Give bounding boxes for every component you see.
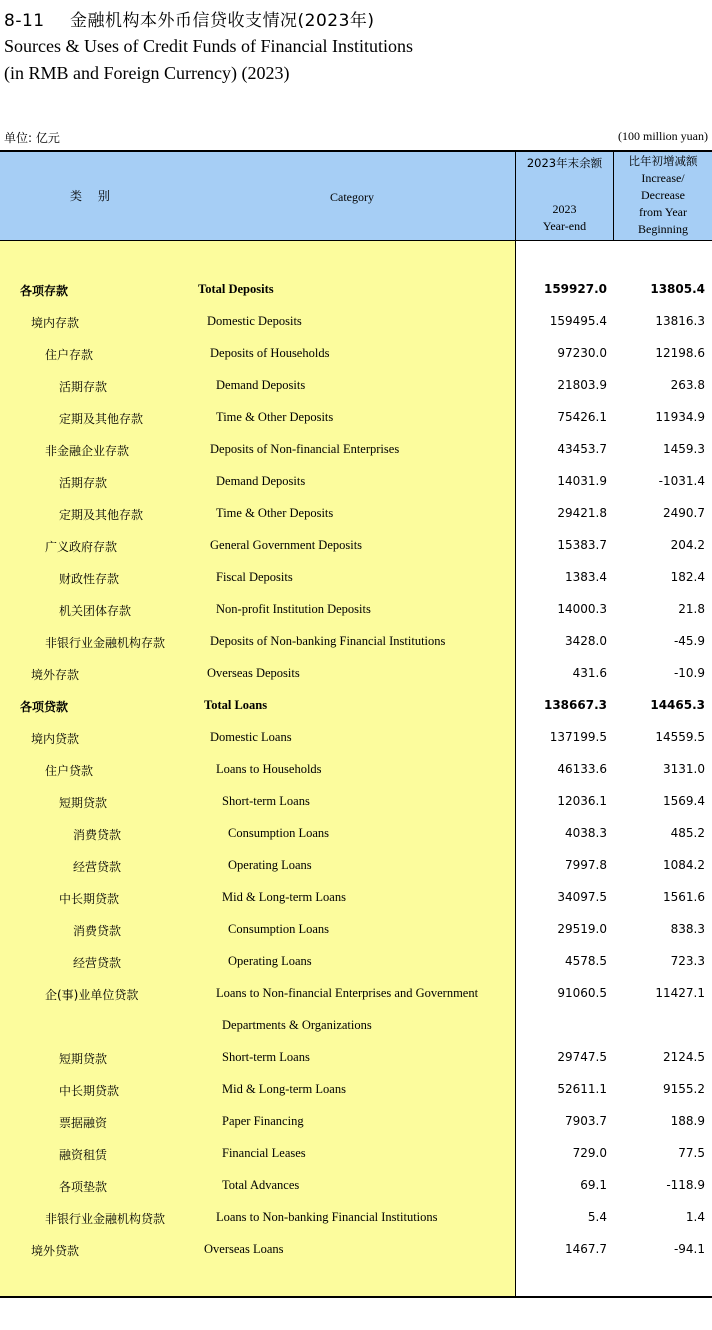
table-row	[0, 978, 712, 1010]
header-increase-en-2: Decrease	[641, 188, 685, 202]
header-increase-cn: 比年初增减额	[628, 154, 698, 168]
row-change-value: -118.9	[666, 1178, 705, 1192]
table-row	[0, 818, 712, 850]
table-row	[0, 1074, 712, 1106]
row-year-end-value: 4578.5	[565, 954, 607, 968]
table-row	[0, 914, 712, 946]
row-year-end-value: 21803.9	[557, 378, 607, 392]
row-label-en: Time & Other Deposits	[216, 506, 334, 520]
row-year-end-value: 1467.7	[565, 1242, 607, 1256]
row-label-en: Non-profit Institution Deposits	[216, 602, 371, 616]
row-change-value: -1031.4	[658, 474, 705, 488]
table-row	[0, 1202, 712, 1234]
row-label-en: Loans to Non-banking Financial Institutions	[216, 1210, 438, 1224]
row-change-value: 182.4	[670, 570, 705, 584]
row-label-cn: 中长期贷款	[59, 1084, 120, 1098]
table-row	[0, 530, 712, 562]
row-label-cn: 非金融企业存款	[45, 444, 130, 458]
row-label-cn: 住户存款	[45, 348, 94, 362]
row-change-value: 3131.0	[663, 762, 705, 776]
row-year-end-value: 7903.7	[565, 1114, 607, 1128]
row-label-en: Loans to Households	[216, 762, 322, 776]
row-label-en: Paper Financing	[222, 1114, 304, 1128]
row-change-value: 21.8	[678, 602, 705, 616]
row-label-cn: 机关团体存款	[59, 604, 132, 618]
row-label-en: Departments & Organizations	[222, 1018, 372, 1032]
table-row	[0, 402, 712, 434]
table-row	[0, 690, 712, 722]
row-change-value: 485.2	[670, 826, 705, 840]
row-label-en: Overseas Loans	[204, 1242, 284, 1256]
row-label-cn: 财政性存款	[59, 572, 120, 586]
row-change-value: 263.8	[670, 378, 705, 392]
row-label-cn: 融资租赁	[59, 1148, 108, 1162]
row-label-cn: 境内贷款	[31, 732, 80, 746]
row-label-en: General Government Deposits	[210, 538, 363, 552]
table-row	[0, 274, 712, 306]
table-row	[0, 306, 712, 338]
row-change-value: 2124.5	[663, 1050, 705, 1064]
row-label-cn: 中长期贷款	[59, 892, 120, 906]
row-label-cn: 定期及其他存款	[59, 412, 144, 426]
row-label-cn: 非银行业金融机构存款	[45, 636, 166, 650]
row-label-en: Mid & Long-term Loans	[222, 890, 346, 904]
row-label-en: Fiscal Deposits	[216, 570, 293, 584]
row-year-end-value: 43453.7	[557, 442, 607, 456]
table-row	[0, 338, 712, 370]
row-year-end-value: 5.4	[587, 1210, 607, 1224]
row-change-value: 1561.6	[663, 890, 705, 904]
table-number: 8-11	[4, 11, 45, 31]
row-label-cn: 各项存款	[20, 284, 69, 298]
table-title-cn	[4, 6, 375, 31]
row-year-end-value: 729.0	[572, 1146, 607, 1160]
row-label-cn: 经营贷款	[73, 860, 122, 874]
row-change-value: 723.3	[670, 954, 705, 968]
row-label-cn: 境外贷款	[31, 1244, 80, 1258]
row-label-cn: 境内存款	[31, 316, 80, 330]
row-change-value: 1.4	[685, 1210, 705, 1224]
row-label-cn: 短期贷款	[59, 796, 108, 810]
row-label-en: Total Deposits	[198, 282, 274, 296]
row-year-end-value: 137199.5	[549, 730, 607, 744]
row-label-cn: 票据融资	[59, 1116, 108, 1130]
row-label-cn: 定期及其他存款	[59, 508, 144, 522]
table-row	[0, 626, 712, 658]
row-change-value: 13816.3	[655, 314, 705, 328]
row-change-value: 204.2	[670, 538, 705, 552]
row-year-end-value: 29747.5	[557, 1050, 607, 1064]
table-row	[0, 562, 712, 594]
header-increase-en-1: Increase/	[641, 171, 685, 185]
row-label-en: Total Loans	[204, 698, 268, 712]
header-increase-en-3: from Year	[639, 205, 687, 219]
row-label-en: Short-term Loans	[222, 794, 310, 808]
table-row	[0, 1170, 712, 1202]
row-label-cn: 企(事)业单位贷款	[45, 988, 139, 1002]
row-label-en: Demand Deposits	[216, 474, 306, 488]
title-cn-text: 金融机构本外币信贷收支情况(2023年)	[70, 11, 375, 31]
row-label-en: Total Advances	[222, 1178, 300, 1192]
row-label-en: Mid & Long-term Loans	[222, 1082, 346, 1096]
table-row	[0, 1010, 712, 1042]
credit-funds-table	[0, 150, 712, 1298]
row-year-end-value: 29421.8	[557, 506, 607, 520]
row-change-value: 1569.4	[663, 794, 705, 808]
row-label-cn: 广义政府存款	[45, 540, 118, 554]
row-year-end-value: 1383.4	[565, 570, 607, 584]
table-row	[0, 658, 712, 690]
table-row	[0, 850, 712, 882]
row-label-en: Time & Other Deposits	[216, 410, 334, 424]
header-rule	[0, 240, 712, 241]
table-row	[0, 370, 712, 402]
row-change-value: -45.9	[673, 634, 705, 648]
row-change-value: 12198.6	[655, 346, 705, 360]
table-row	[0, 1106, 712, 1138]
header-year-end	[516, 155, 613, 235]
row-label-en: Domestic Deposits	[207, 314, 302, 328]
row-change-value: 188.9	[670, 1114, 705, 1128]
row-label-cn: 短期贷款	[59, 1052, 108, 1066]
row-label-en: Financial Leases	[222, 1146, 306, 1160]
row-label-en: Operating Loans	[228, 858, 312, 872]
row-year-end-value: 7997.8	[565, 858, 607, 872]
table-row	[0, 466, 712, 498]
unit-label-cn: 单位: 亿元	[4, 131, 60, 145]
row-change-value: 1084.2	[663, 858, 705, 872]
row-year-end-value: 14031.9	[557, 474, 607, 488]
table-row	[0, 882, 712, 914]
unit-label-en: (100 million yuan)	[618, 129, 708, 143]
header-year-end-en-2: Year-end	[542, 219, 587, 233]
row-label-cn: 非银行业金融机构贷款	[45, 1212, 166, 1226]
header-category-cn: 类 别	[70, 189, 116, 203]
row-change-value: 14559.5	[655, 730, 705, 744]
row-year-end-value: 12036.1	[557, 794, 607, 808]
row-year-end-value: 138667.3	[543, 698, 607, 712]
row-label-cn: 消费贷款	[73, 828, 122, 842]
row-year-end-value: 159927.0	[543, 282, 607, 296]
row-year-end-value: 159495.4	[549, 314, 607, 328]
row-change-value: 13805.4	[650, 282, 705, 296]
table-row	[0, 1138, 712, 1170]
table-row	[0, 786, 712, 818]
table-body	[0, 274, 712, 1266]
row-year-end-value: 34097.5	[557, 890, 607, 904]
header-year-end-en-1: 2023	[552, 202, 577, 216]
row-label-en: Deposits of Households	[210, 346, 330, 360]
row-change-value: 14465.3	[650, 698, 705, 712]
row-label-cn: 活期存款	[59, 476, 108, 490]
table-row	[0, 1042, 712, 1074]
header-category-en: Category	[330, 190, 374, 204]
table-row	[0, 946, 712, 978]
row-change-value: 11427.1	[655, 986, 705, 1000]
row-label-cn: 各项贷款	[20, 700, 69, 714]
row-label-cn: 消费贷款	[73, 924, 122, 938]
table-row	[0, 434, 712, 466]
row-change-value: 11934.9	[655, 410, 705, 424]
row-change-value: 77.5	[678, 1146, 705, 1160]
row-year-end-value: 29519.0	[557, 922, 607, 936]
row-label-en: Short-term Loans	[222, 1050, 310, 1064]
row-label-en: Consumption Loans	[228, 826, 330, 840]
row-year-end-value: 4038.3	[565, 826, 607, 840]
row-change-value: -10.9	[673, 666, 705, 680]
header-year-end-cn: 2023年末余额	[526, 156, 603, 170]
row-label-en: Overseas Deposits	[207, 666, 300, 680]
row-change-value: 9155.2	[663, 1082, 705, 1096]
row-label-cn: 住户贷款	[45, 764, 94, 778]
table-row	[0, 498, 712, 530]
row-year-end-value: 3428.0	[565, 634, 607, 648]
row-label-cn: 各项垫款	[59, 1180, 108, 1194]
row-change-value: 838.3	[670, 922, 705, 936]
row-label-cn: 活期存款	[59, 380, 108, 394]
row-year-end-value: 46133.6	[557, 762, 607, 776]
row-label-en: Loans to Non-financial Enterprises and Government	[216, 986, 479, 1000]
row-year-end-value: 75426.1	[557, 410, 607, 424]
header-increase-en-4: Beginning	[638, 222, 688, 236]
table-title-en-line1: Sources & Uses of Credit Funds of Financial Institutions	[4, 36, 413, 56]
row-label-cn: 经营贷款	[73, 956, 122, 970]
table-row	[0, 1234, 712, 1266]
row-label-en: Deposits of Non-financial Enterprises	[210, 442, 400, 456]
row-year-end-value: 52611.1	[557, 1082, 607, 1096]
row-label-en: Domestic Loans	[210, 730, 292, 744]
row-label-en: Deposits of Non-banking Financial Institutions	[210, 634, 446, 648]
row-year-end-value: 14000.3	[557, 602, 607, 616]
row-label-cn: 境外存款	[31, 668, 80, 682]
row-year-end-value: 15383.7	[557, 538, 607, 552]
row-label-en: Consumption Loans	[228, 922, 330, 936]
row-year-end-value: 97230.0	[557, 346, 607, 360]
row-year-end-value: 91060.5	[557, 986, 607, 1000]
row-label-en: Demand Deposits	[216, 378, 306, 392]
table-row	[0, 594, 712, 626]
header-increase	[614, 153, 712, 238]
row-year-end-value: 69.1	[580, 1178, 607, 1192]
table-row	[0, 722, 712, 754]
bottom-rule	[0, 1296, 712, 1298]
row-label-en: Operating Loans	[228, 954, 312, 968]
table-title-en-line2: (in RMB and Foreign Currency) (2023)	[4, 63, 290, 83]
row-change-value: -94.1	[673, 1242, 705, 1256]
table-row	[0, 754, 712, 786]
row-change-value: 2490.7	[663, 506, 705, 520]
row-change-value: 1459.3	[663, 442, 705, 456]
row-year-end-value: 431.6	[572, 666, 607, 680]
top-rule	[0, 150, 712, 152]
